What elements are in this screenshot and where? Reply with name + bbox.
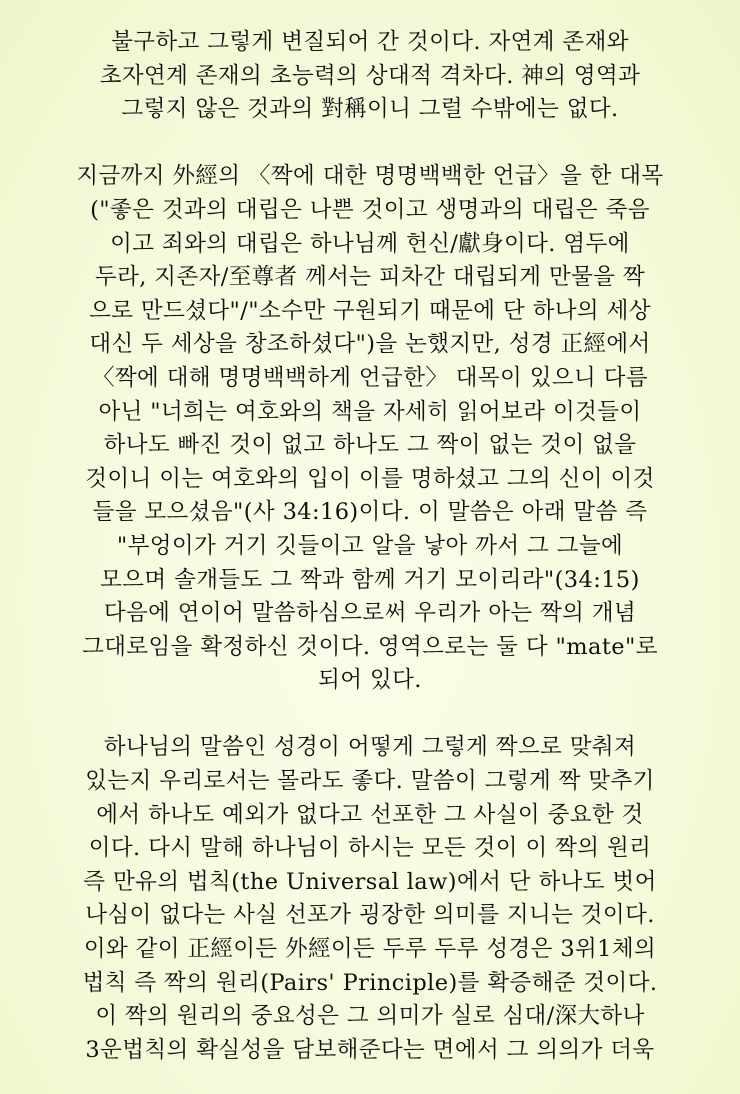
text-line: "부엉이가 거기 깃들이고 알을 낳아 까서 그 그늘에	[116, 532, 624, 559]
text-line: ("좋은 것과의 대립은 나쁜 것이고 생명과의 대립은 죽음	[90, 196, 650, 223]
paragraph-3	[12, 731, 728, 1067]
text-line: 하나도 빠진 것이 없고 하나도 그 짝이 없는 것이 없을	[103, 432, 637, 459]
text-line: 것이니 이는 여호와의 입이 이를 명하셨고 그의 신이 이것	[85, 465, 655, 492]
text-line: 초자연계 존재의 초능력의 상대적 격차다. 神의 영역과	[99, 62, 641, 89]
text-line: 법칙 즉 짝의 원리(Pairs' Principle)를 확증해준 것이다.	[82, 969, 658, 996]
text-line: 다음에 연이어 말씀하심으로써 우리가 아는 짝의 개념	[103, 600, 637, 627]
text-line: 그대로임을 확정하신 것이다. 영역으로는 둘 다 "mate"로	[82, 633, 658, 660]
text-line: 불구하고 그렇게 변질되어 간 것이다. 자연계 존재와	[111, 29, 629, 55]
text-line: 〈짝에 대해 명명백백하게 언급한〉 대목이 있으니 다름	[92, 364, 648, 391]
text-line: 하나님의 말씀인 성경이 어떻게 그렇게 짝으로 맞춰져	[103, 734, 637, 761]
text-line: 되어 있다.	[318, 667, 422, 694]
paragraph-gap	[12, 698, 728, 732]
text-line: 지금까지 外經의 〈짝에 대한 명명백백한 언급〉을 한 대목	[76, 163, 664, 190]
text-line: 들을 모으셨음"(사 34:16)이다. 이 말씀은 아래 말씀 즉	[92, 499, 648, 526]
paragraph-2	[12, 160, 728, 698]
text-line: 그렇지 않은 것과의 對稱이니 그럴 수밖에는 없다.	[121, 96, 619, 123]
text-line: 에서 하나도 예외가 없다고 선포한 그 사실이 중요한 것	[96, 801, 644, 828]
text-line: 이 짝의 원리의 중요성은 그 의미가 실로 심대/深大하나	[95, 1003, 645, 1030]
text-line: 이와 같이 正經이든 外經이든 두루 두루 성경은 3위1체의	[83, 936, 657, 963]
text-line: 즉 만유의 법칙(the Universal law)에서 단 하나도 벗어	[83, 868, 657, 895]
text-line: 이다. 다시 말해 하나님이 하시는 모든 것이 이 짝의 원리	[88, 835, 652, 862]
text-line: 으로 만드셨다"/"소수만 구원되기 때문에 단 하나의 세상	[89, 297, 651, 324]
text-line: 모으며 솔개들도 그 짝과 함께 거기 모이리라"(34:15)	[100, 566, 640, 593]
text-line: 이고 죄와의 대립은 하나님께 헌신/獻身이다. 염두에	[110, 230, 630, 257]
paragraph-gap	[12, 127, 728, 161]
paragraph-1	[12, 26, 728, 127]
text-line: 두라, 지존자/至尊者 께서는 피차간 대립되게 만물을 짝	[94, 264, 646, 291]
text-line: 나심이 없다는 사실 선포가 굉장한 의미를 지니는 것이다.	[85, 902, 655, 929]
text-line: 3운법칙의 확실성을 담보해준다는 면에서 그 의의가 더욱	[85, 1036, 655, 1063]
text-line: 대신 두 세상을 창조하셨다")을 논했지만, 성경 正經에서	[89, 331, 651, 358]
text-line: 있는지 우리로서는 몰라도 좋다. 말씀이 그렇게 짝 맞추기	[85, 768, 655, 795]
text-line: 아닌 "너희는 여호와의 책을 자세히 읽어보라 이것들이	[98, 398, 642, 425]
